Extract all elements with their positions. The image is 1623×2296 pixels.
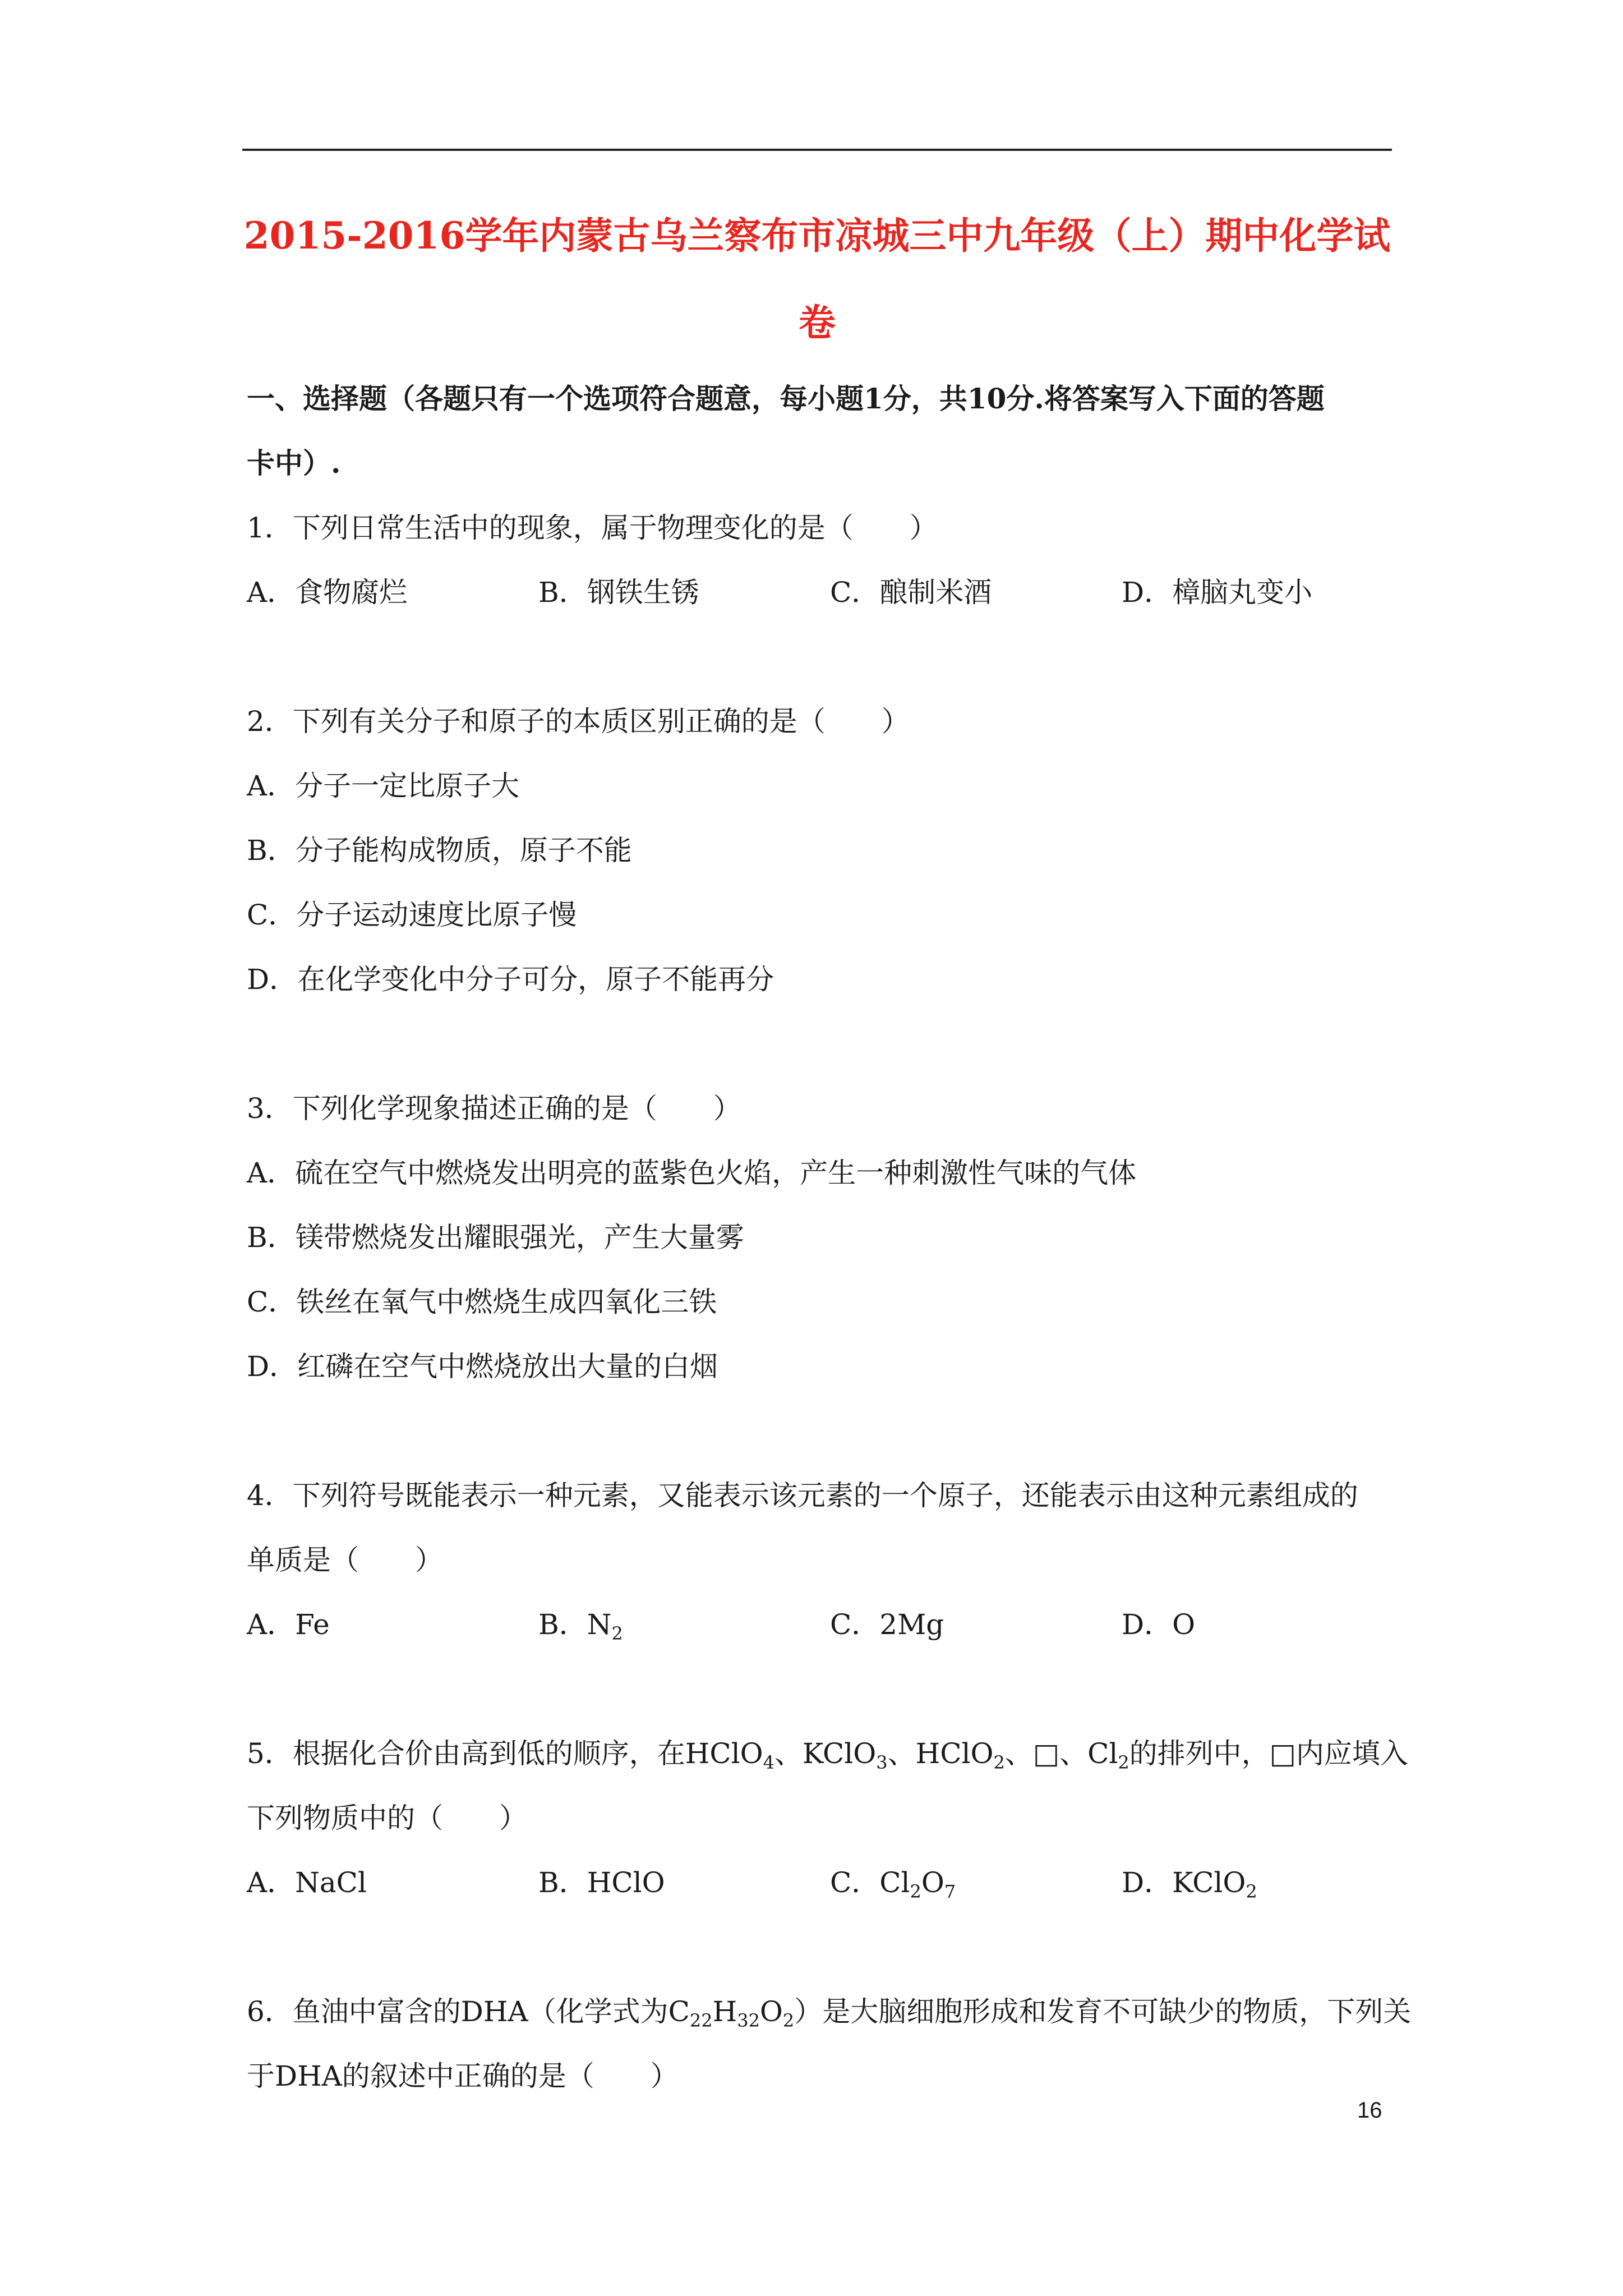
- question-3-option-b: B．镁带燃烧发出耀眼强光，产生大量雾: [247, 1221, 744, 1254]
- section-heading-line1: 一、选择题（各题只有一个选项符合题意，每小题1分，共10分.将答案写入下面的答题: [247, 382, 1325, 415]
- question-4-option-a: A．Fe: [247, 1608, 330, 1641]
- question-6-stem-line1: 6．鱼油中富含的DHA（化学式为$C_{22}H_{32}O_2$）是大脑细胞形成和发育不可缺少的物质，下列关: [247, 1995, 1412, 2031]
- question-1-option-b: B．钢铁生锈: [538, 576, 699, 609]
- question-3-option-d: D．红磷在空气中燃烧放出大量的白烟: [247, 1350, 718, 1383]
- question-3-option-a: A．硫在空气中燃烧发出明亮的蓝紫色火焰，产生一种刺激性气味的气体: [247, 1157, 1137, 1189]
- question-6-stem-line2: 于DHA的叙述中正确的是（ ）: [247, 2060, 679, 2092]
- question-5-stem-line1: 5．根据化合价由高到低的顺序，在HClO$_4$、KClO$_3$、HClO$_2$、□、$Cl_2$的排列中，□内应填入: [247, 1737, 1408, 1773]
- document-title-line2: 卷: [799, 301, 836, 344]
- question-5-stem-line2: 下列物质中的（ ）: [247, 1802, 527, 1834]
- document-title-line1: 2015-2016学年内蒙古乌兰察布市凉城三中九年级（上）期中化学试: [243, 214, 1391, 257]
- question-1-stem: 1．下列日常生活中的现象，属于物理变化的是（ ）: [247, 512, 938, 544]
- question-4-option-c: C．2Mg: [830, 1608, 944, 1641]
- question-2-option-b: B．分子能构成物质，原子不能: [247, 834, 632, 867]
- section-heading-line2: 卡中）.: [247, 447, 341, 480]
- question-2-option-c: C．分子运动速度比原子慢: [247, 899, 577, 931]
- question-5-option-d: D．KClO$_2$: [1122, 1866, 1257, 1902]
- question-5-option-c: C．$Cl_2O_7$: [830, 1866, 956, 1902]
- header-rule: [242, 149, 1392, 151]
- question-4-option-b: B．$N_2$: [538, 1608, 623, 1644]
- question-5-option-a: A．NaCl: [247, 1866, 367, 1899]
- question-1-option-d: D．樟脑丸变小: [1122, 576, 1313, 609]
- question-3-stem: 3．下列化学现象描述正确的是（ ）: [247, 1092, 741, 1125]
- question-4-stem-line2: 单质是（ ）: [247, 1544, 443, 1576]
- question-2-option-d: D．在化学变化中分子可分，原子不能再分: [247, 963, 774, 996]
- question-5-option-b: B．HClO: [538, 1866, 665, 1899]
- question-2-stem: 2．下列有关分子和原子的本质区别正确的是（ ）: [247, 705, 910, 738]
- question-1-option-c: C．酿制米酒: [830, 576, 992, 609]
- question-2-option-a: A．分子一定比原子大: [247, 770, 520, 802]
- question-4-option-d: D．O: [1122, 1608, 1196, 1641]
- page-number: 16: [1357, 2098, 1382, 2123]
- question-4-stem-line1: 4．下列符号既能表示一种元素，又能表示该元素的一个原子，还能表示由这种元素组成的: [247, 1479, 1358, 1512]
- question-3-option-c: C．铁丝在氧气中燃烧生成四氧化三铁: [247, 1286, 717, 1318]
- question-1-option-a: A．食物腐烂: [247, 576, 408, 609]
